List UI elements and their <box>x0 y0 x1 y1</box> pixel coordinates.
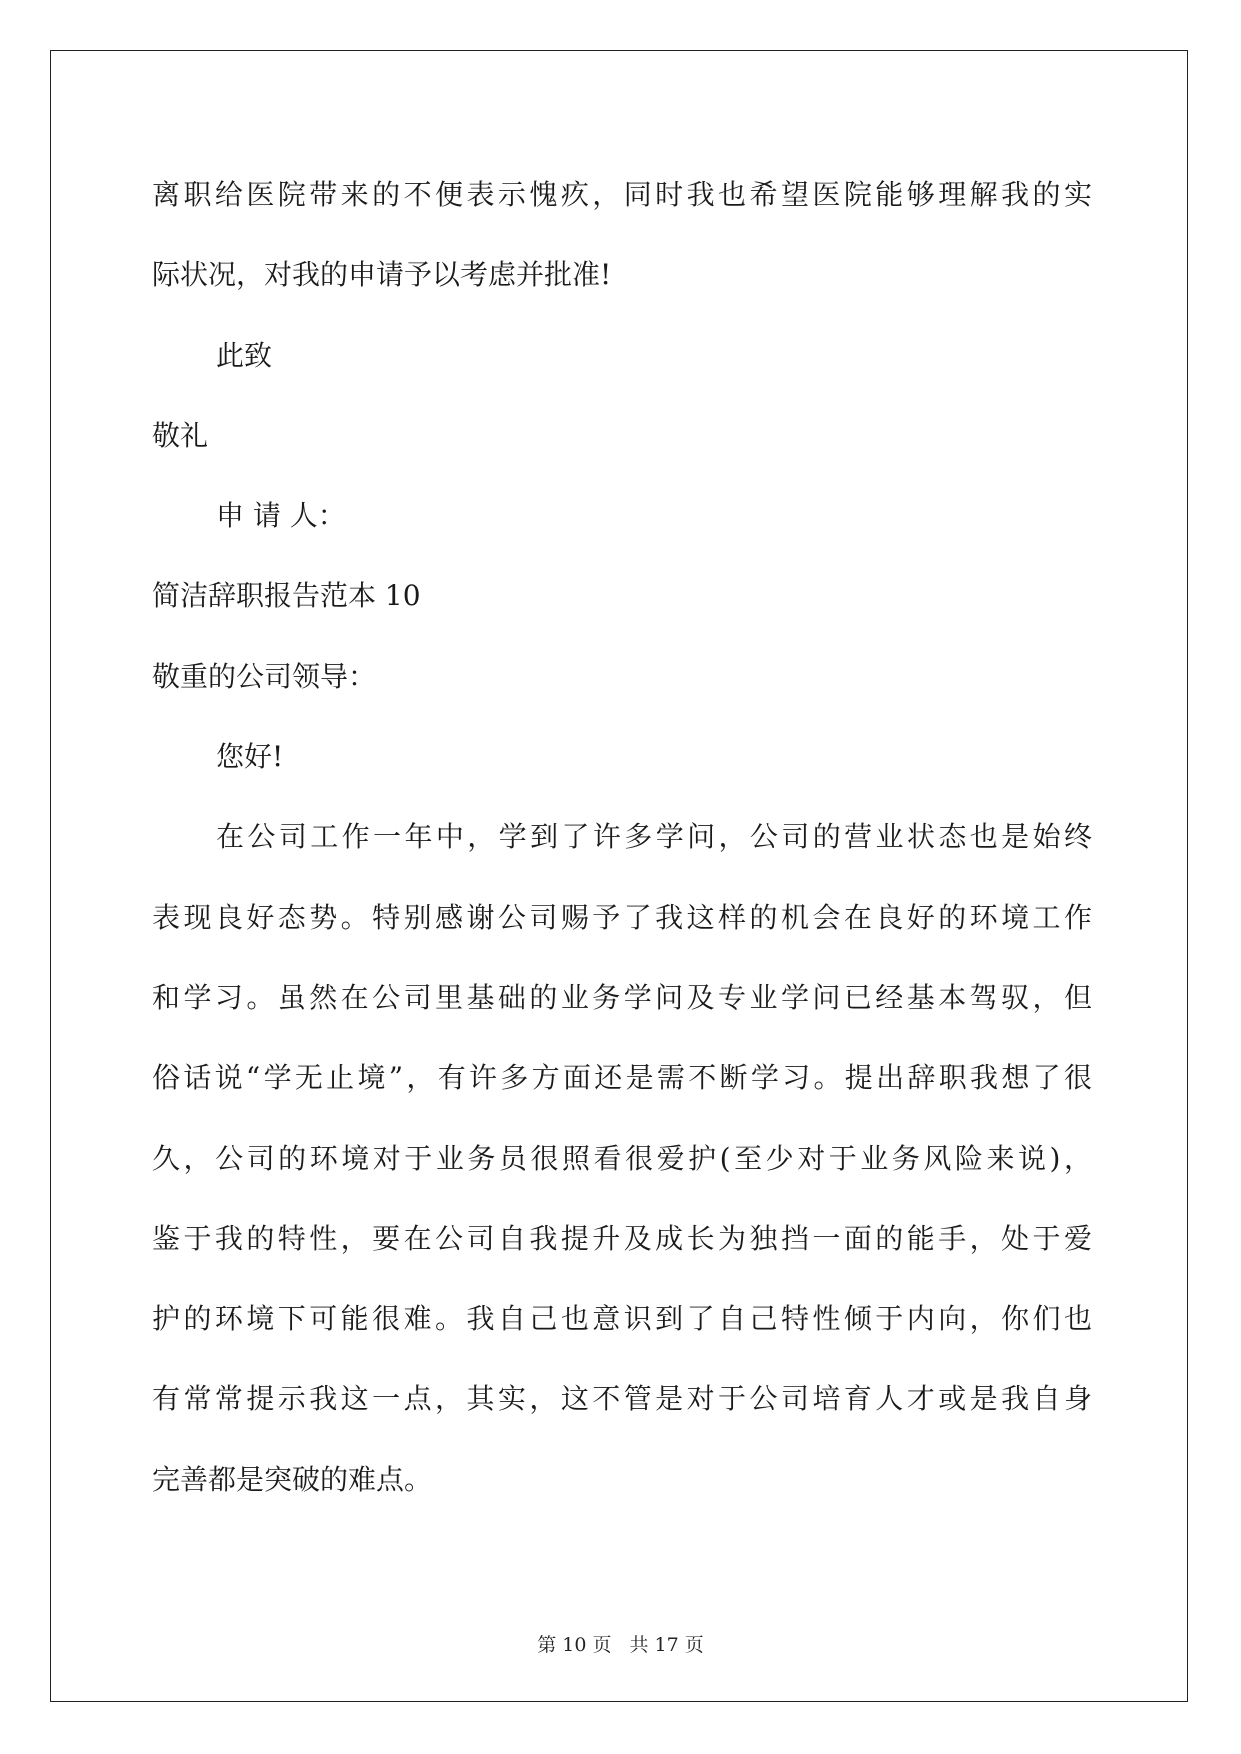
document-body <box>152 155 1092 1520</box>
text-line: 久，公司的环境对于业务员很照看很爱护(至少对于业务风险来说)， <box>152 1141 1092 1175</box>
page-footer <box>0 1630 1241 1657</box>
text-line: 在公司工作一年中，学到了许多学问，公司的营业状态也是始终 <box>216 820 1092 854</box>
text-line: 俗话说“学无止境”，有许多方面还是需不断学习。提出辞职我想了很 <box>152 1061 1092 1095</box>
page-total: 共 17 页 <box>629 1634 704 1656</box>
text-line: 际状况，对我的申请予以考虑并批准! <box>152 258 612 292</box>
text-line: 表现良好态势。特别感谢公司赐予了我这样的机会在良好的环境工作 <box>152 900 1092 934</box>
page-number: 第 10 页 <box>537 1634 612 1656</box>
closing-regards: 敬礼 <box>152 418 209 452</box>
salutation: 敬重的公司领导： <box>152 659 377 693</box>
text-line: 和学习。虽然在公司里基础的业务学问及专业学问已经基本驾驭，但 <box>152 980 1092 1014</box>
text-line: 离职给医院带来的不便表示愧疚，同时我也希望医院能够理解我的实 <box>152 178 1092 211</box>
signature-line: 申 请 人： <box>216 499 346 533</box>
greeting: 您好! <box>216 740 284 774</box>
text-line: 护的环境下可能很难。我自己也意识到了自己特性倾于内向，你们也 <box>152 1302 1092 1336</box>
closing-line: 此致 <box>216 338 273 372</box>
text-line: 有常常提示我这一点，其实，这不管是对于公司培育人才或是我自身 <box>152 1382 1092 1416</box>
text-line: 鉴于我的特性，要在公司自我提升及成长为独挡一面的能手，处于爱 <box>152 1221 1092 1255</box>
text-line: 完善都是突破的难点。 <box>152 1462 433 1496</box>
section-title: 简洁辞职报告范本 10 <box>152 579 421 613</box>
